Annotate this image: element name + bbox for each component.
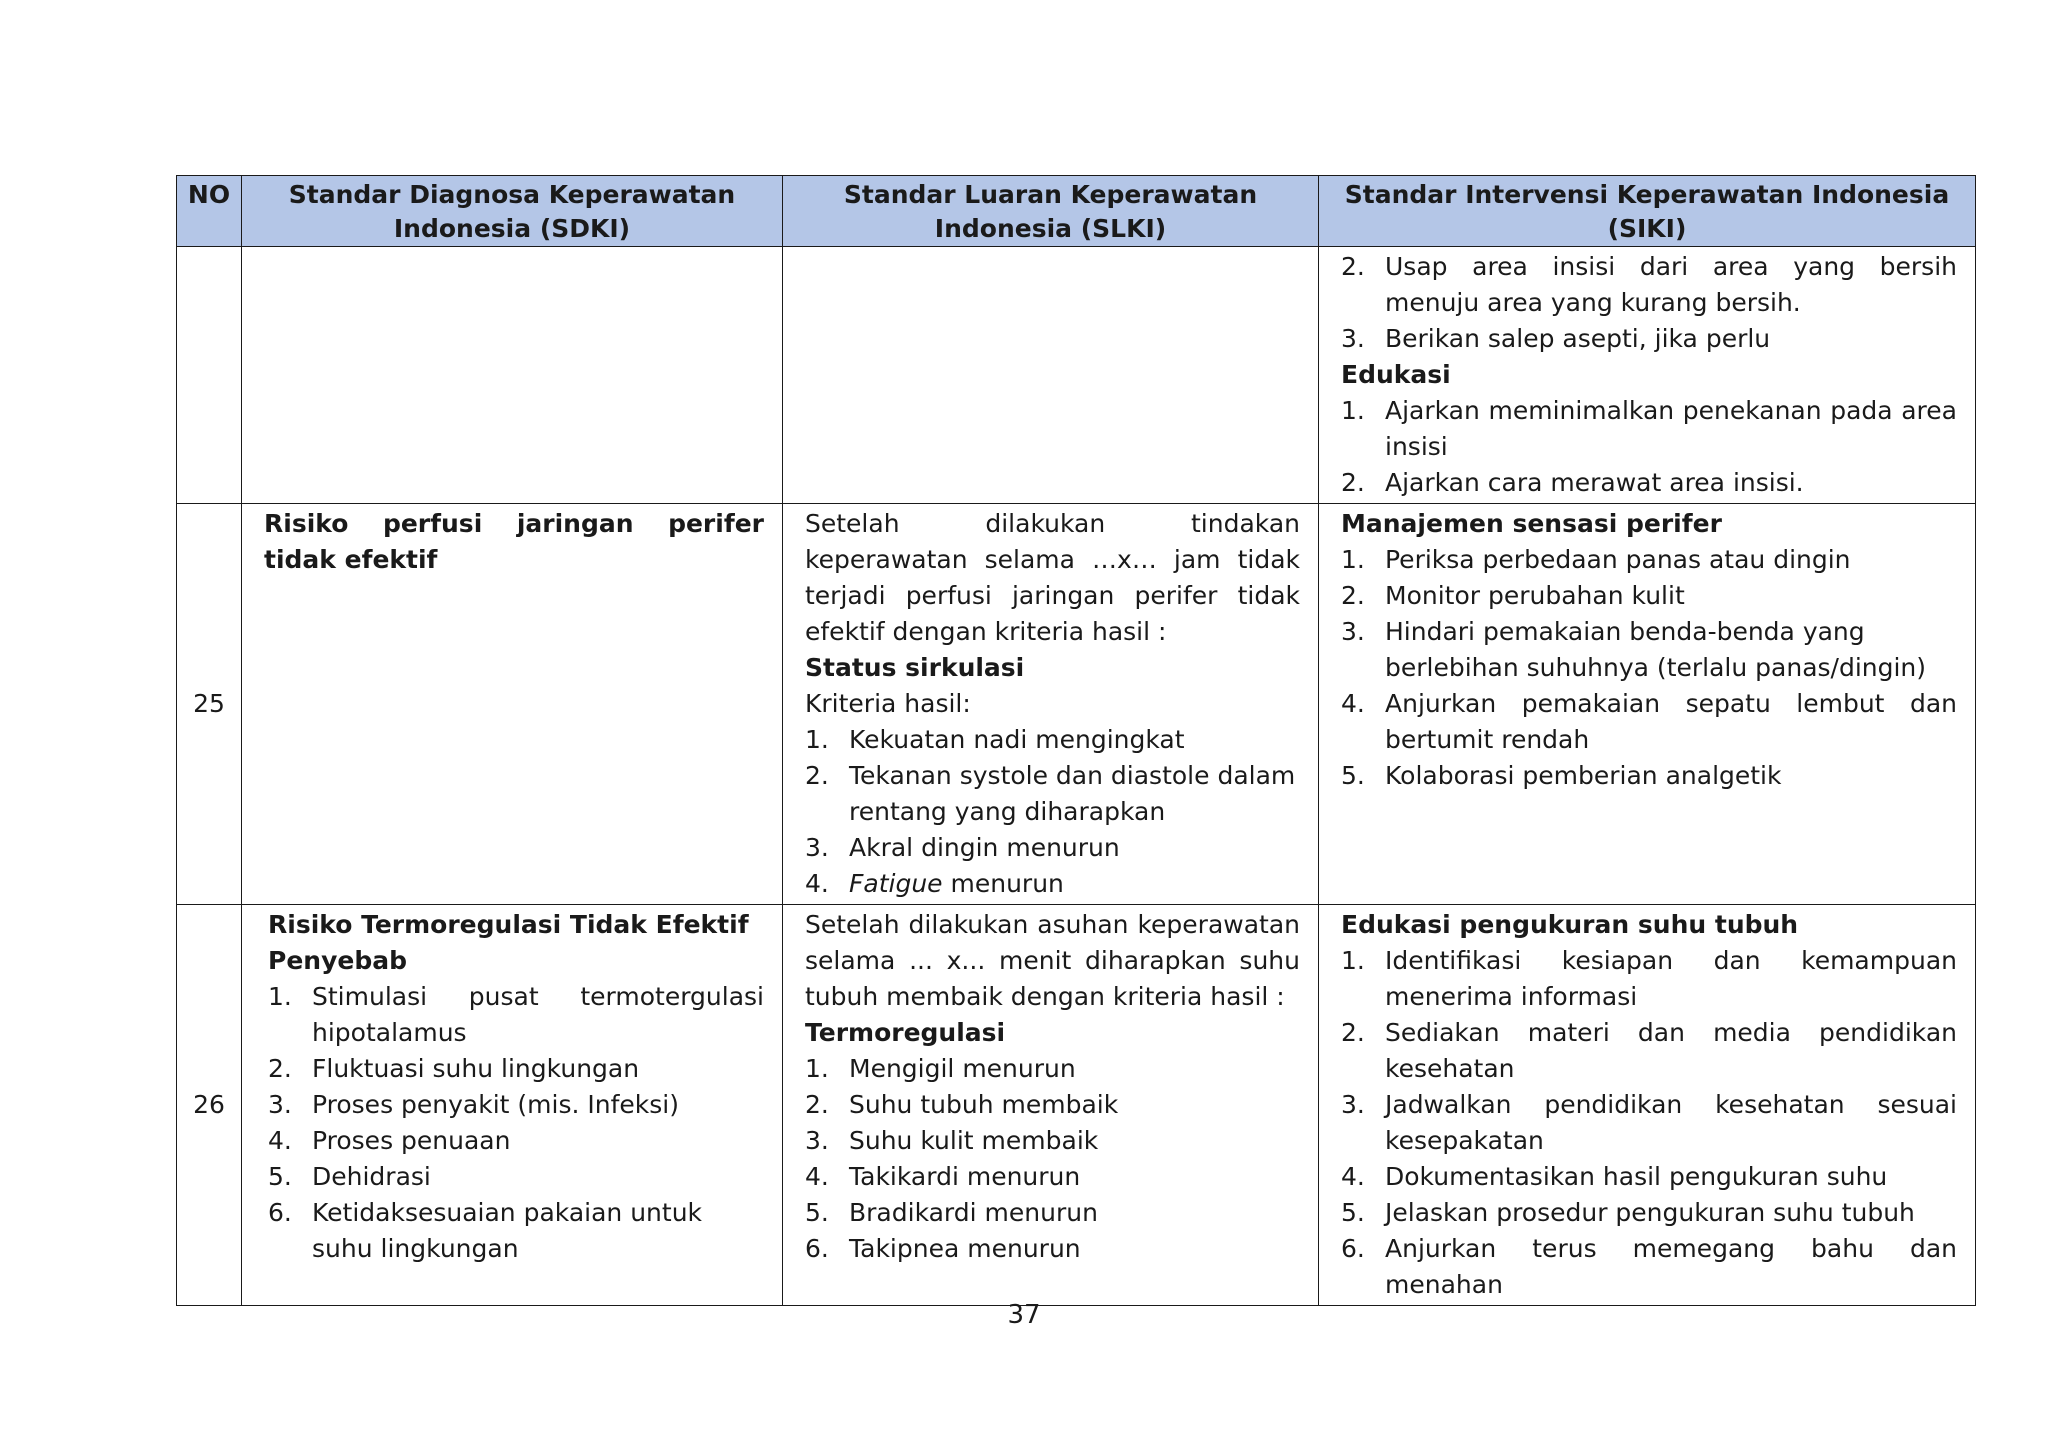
cause-heading: Penyebab xyxy=(268,946,407,975)
list-item: 1. Periksa perbedaan panas atau dingin xyxy=(1341,545,1851,574)
list-item: 6. Anjurkan terus memegang bahu dan menahan xyxy=(1341,1234,1957,1299)
list-item: 3. Suhu kulit membaik xyxy=(805,1126,1099,1155)
table-header-row xyxy=(177,176,1976,247)
header-sdki: Standar Diagnosa Keperawatan Indonesia (SDKI) xyxy=(242,176,783,247)
no-cell-empty xyxy=(177,247,242,504)
siki-heading: Manajemen sensasi perifer xyxy=(1341,509,1722,538)
list-item: 5. Jelaskan prosedur pengukuran suhu tubuh xyxy=(1341,1198,1915,1227)
slki-cell-empty xyxy=(783,247,1319,504)
siki-cont-list-a xyxy=(1341,249,1957,357)
row-number: 25 xyxy=(177,504,242,905)
list-item: 6. Ketidaksesuaian pakaian untuk suhu lingkungan xyxy=(268,1198,703,1263)
siki-cell xyxy=(1319,504,1976,905)
slki-criteria-list xyxy=(805,1051,1300,1267)
slki-intro: Setelah dilakukan asuhan keperawatan selama ... x... menit diharapkan suhu tubuh membaik dengan kriteria hasil : xyxy=(805,910,1300,1011)
diagnosis-title: Risiko perfusi jaringan perifer tidak efektif xyxy=(264,509,764,574)
list-item: 2. Ajarkan cara merawat area insisi. xyxy=(1341,468,1804,497)
siki-cell-continuation xyxy=(1319,247,1976,504)
list-item: 3. Hindari pemakaian benda-benda yang berlebihan suhuhnya (terlalu panas/dingin) xyxy=(1341,617,1927,682)
list-item: 4. Anjurkan pemakaian sepatu lembut dan bertumit rendah xyxy=(1341,689,1957,754)
list-item: 2. Fluktuasi suhu lingkungan xyxy=(268,1054,640,1083)
slki-subheading: Kriteria hasil: xyxy=(805,689,971,718)
siki-cont-heading: Edukasi xyxy=(1341,360,1451,389)
list-item: 5. Kolaborasi pemberian analgetik xyxy=(1341,761,1782,790)
header-no: NO xyxy=(177,176,242,247)
siki-heading: Edukasi pengukuran suhu tubuh xyxy=(1341,910,1799,939)
header-siki: Standar Intervensi Keperawatan Indonesia (SIKI) xyxy=(1319,176,1976,247)
list-item: 1. Identifikasi kesiapan dan kemampuan menerima informasi xyxy=(1341,946,1957,1011)
list-item: 3. Jadwalkan pendidikan kesehatan sesuai kesepakatan xyxy=(1341,1090,1957,1155)
table-row-25 xyxy=(177,504,1976,905)
list-item: 2. Monitor perubahan kulit xyxy=(1341,581,1685,610)
sdki-cell-empty xyxy=(242,247,783,504)
slki-criteria-list xyxy=(805,722,1300,902)
list-item: 2. Sediakan materi dan media pendidikan kesehatan xyxy=(1341,1018,1957,1083)
slki-heading: Status sirkulasi xyxy=(805,653,1025,682)
list-item: 1. Ajarkan meminimalkan penekanan pada area insisi xyxy=(1341,396,1957,461)
diagnosis-title: Risiko Termoregulasi Tidak Efektif xyxy=(268,910,749,939)
list-item: 4. Proses penuaan xyxy=(268,1126,511,1155)
nursing-standards-table xyxy=(176,175,1976,1306)
siki-cont-list-b xyxy=(1341,393,1957,501)
list-item: 2. Tekanan systole dan diastole dalam rentang yang diharapkan xyxy=(805,761,1296,826)
sdki-cell xyxy=(242,905,783,1306)
slki-cell xyxy=(783,504,1319,905)
italic-term: Fatigue xyxy=(849,869,943,898)
list-item: 2. Usap area insisi dari area yang bersih menuju area yang kurang bersih. xyxy=(1341,252,1957,317)
list-item: 1. Kekuatan nadi mengingkat xyxy=(805,725,1185,754)
list-item: 3. Berikan salep asepti, jika perlu xyxy=(1341,324,1771,353)
header-slki: Standar Luaran Keperawatan Indonesia (SLKI) xyxy=(783,176,1319,247)
list-item: 4. Takikardi menurun xyxy=(805,1162,1081,1191)
list-item: 2. Suhu tubuh membaik xyxy=(805,1090,1119,1119)
slki-intro: Setelah dilakukan tindakan keperawatan selama …x… jam tidak terjadi perfusi jaringan perifer tidak efektif dengan kriteria hasil : xyxy=(805,509,1300,646)
page-number: 37 xyxy=(1007,1300,1041,1330)
cause-list xyxy=(268,979,764,1267)
slki-heading: Termoregulasi xyxy=(805,1018,1006,1047)
list-item: 1. Mengigil menurun xyxy=(805,1054,1076,1083)
table-row-continuation xyxy=(177,247,1976,504)
list-item: 5. Dehidrasi xyxy=(268,1162,431,1191)
table-row-26 xyxy=(177,905,1976,1306)
list-item: 4. Dokumentasikan hasil pengukuran suhu xyxy=(1341,1162,1888,1191)
sdki-cell xyxy=(242,504,783,905)
list-item: 6. Takipnea menurun xyxy=(805,1234,1081,1263)
slki-cell xyxy=(783,905,1319,1306)
list-item: 3. Akral dingin menurun xyxy=(805,833,1120,862)
list-item: 5. Bradikardi menurun xyxy=(805,1198,1098,1227)
list-item: 3. Proses penyakit (mis. Infeksi) xyxy=(268,1090,679,1119)
list-item: 1. Stimulasi pusat termotergulasi hipotalamus xyxy=(268,982,764,1047)
siki-intervention-list xyxy=(1341,542,1957,794)
list-item: 4. Fatigue menurun xyxy=(805,869,1064,898)
siki-cell xyxy=(1319,905,1976,1306)
siki-intervention-list xyxy=(1341,943,1957,1303)
row-number: 26 xyxy=(177,905,242,1306)
